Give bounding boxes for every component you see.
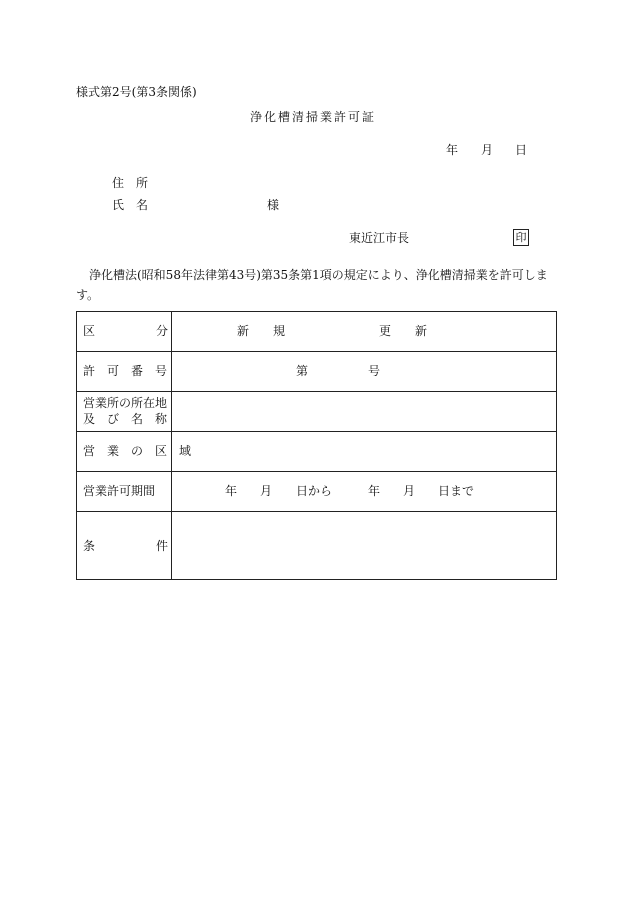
row-conditions-label-right: 件	[156, 539, 169, 553]
row-permit-number-label: 許 可 番 号	[83, 364, 168, 378]
period-start-year: 年	[225, 484, 238, 498]
date-month-label: 月	[481, 143, 494, 157]
permit-details-table	[76, 311, 557, 580]
table-row-divider	[77, 391, 556, 392]
period-end-day: 日まで	[438, 484, 475, 498]
period-start-month: 月	[260, 484, 273, 498]
period-end-year: 年	[368, 484, 381, 498]
document-title: 浄化槽清掃業許可証	[250, 110, 377, 124]
row-category-label-right: 分	[156, 324, 169, 338]
row-office-location-label-line-1: 営業所の所在地	[83, 396, 168, 410]
row-conditions-label-left: 条	[83, 539, 96, 553]
table-row-divider	[77, 351, 556, 352]
body-text-line-2: す。	[76, 288, 100, 302]
table-row-divider	[77, 431, 556, 432]
permit-number-prefix: 第	[296, 364, 309, 378]
row-business-area-label: 営 業 の 区 域	[83, 444, 192, 458]
name-label: 氏 名	[112, 198, 149, 212]
category-new-option: 新 規	[237, 324, 286, 338]
form-number: 様式第2号(第3条関係)	[76, 85, 197, 99]
row-category-label-left: 区	[83, 324, 96, 338]
category-renew-option: 更 新	[379, 324, 428, 338]
table-row-divider	[77, 471, 556, 472]
row-office-location-label-line-2: 及 び 名 称	[83, 412, 168, 426]
row-permit-period-label: 営業許可期間	[83, 484, 156, 498]
period-start-day: 日から	[296, 484, 333, 498]
date-day-label: 日	[515, 143, 528, 157]
honorific-sama: 様	[267, 198, 280, 212]
date-year-label: 年	[446, 143, 459, 157]
address-label: 住 所	[112, 176, 149, 190]
body-text-line-1: 浄化槽法(昭和58年法律第43号)第35条第1項の規定により、浄化槽清掃業を許可しま	[89, 268, 548, 282]
period-end-month: 月	[403, 484, 416, 498]
table-row-divider	[77, 511, 556, 512]
permit-number-suffix: 号	[368, 364, 381, 378]
seal-stamp-box: 印	[513, 229, 529, 246]
issuer-name: 東近江市長	[349, 231, 410, 245]
